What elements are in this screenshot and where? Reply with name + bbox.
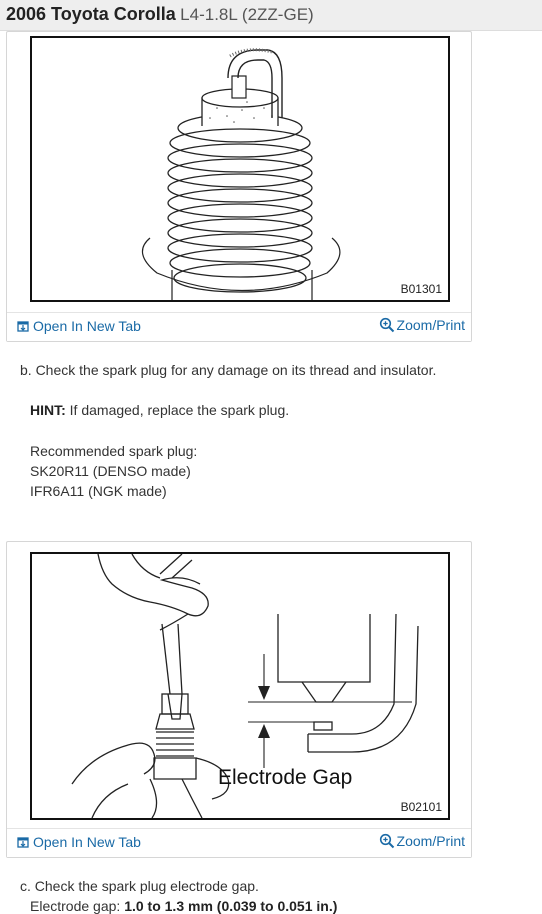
recommended-label: Recommended spark plug: [30,443,198,459]
open-tab-label: Open In New Tab [33,834,141,850]
zoom-print-link[interactable] [379,833,465,849]
step-b-text: b. Check the spark plug for any damage on its thread and insulator. [20,362,437,378]
figure-card-1 [6,31,472,342]
step-c-text: c. Check the spark plug electrode gap. [20,878,259,894]
hint-line [30,402,289,418]
figure-footer-1 [7,312,471,341]
engine-label: L4-1.8L (2ZZ-GE) [180,5,314,24]
open-tab-label: Open In New Tab [33,318,141,334]
plug-denso: SK20R11 (DENSO made) [30,463,191,479]
figure-footer-2 [7,828,471,857]
zoom-print-link[interactable] [379,317,465,333]
figure-image-2[interactable] [30,552,450,820]
external-link-icon [17,320,29,332]
vehicle-title: 2006 Toyota Corolla [6,4,176,24]
electrode-gap-illustration [32,554,448,818]
figure-code: B02101 [400,800,442,814]
figure-card-2 [6,541,472,858]
zoom-icon [379,317,395,333]
gap-value: 1.0 to 1.3 mm (0.039 to 0.051 in.) [124,898,338,914]
spark-plug-illustration [32,38,448,300]
zoom-print-label: Zoom/Print [396,317,465,333]
hint-label: HINT: [30,402,66,418]
electrode-gap-line [30,898,337,914]
zoom-icon [379,833,395,849]
electrode-gap-callout: Electrode Gap [218,766,353,789]
plug-ngk: IFR6A11 (NGK made) [30,483,167,499]
zoom-print-label: Zoom/Print [396,833,465,849]
gap-label: Electrode gap: [30,898,121,914]
hint-text: If damaged, replace the spark plug. [69,402,290,418]
external-link-icon [17,836,29,848]
page-header [0,0,542,31]
figure-code: B01301 [400,282,442,296]
open-in-new-tab-link[interactable] [17,318,141,334]
open-in-new-tab-link[interactable] [17,834,141,850]
figure-image-1[interactable] [30,36,450,302]
